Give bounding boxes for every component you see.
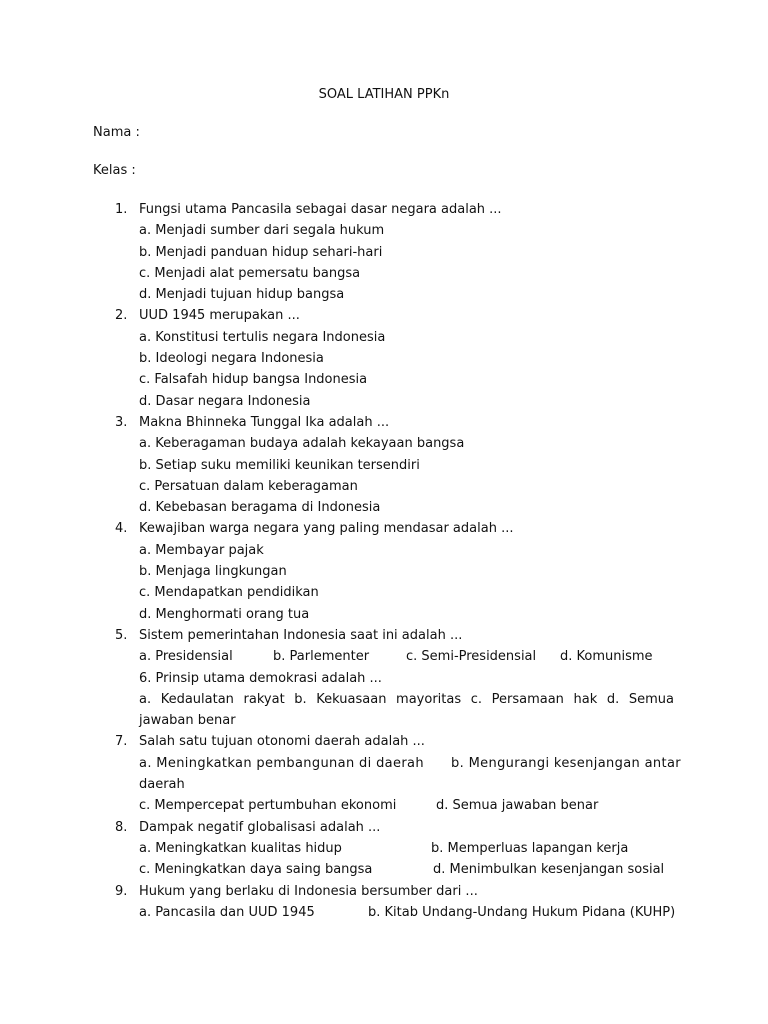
question-7 (0, 731, 768, 752)
question-9 (0, 881, 768, 902)
option-b: b. Ideologi negara Indonesia (139, 351, 324, 367)
option-c: c. Mendapatkan pendidikan (139, 585, 319, 601)
options-row (0, 838, 768, 859)
option-b-continued: daerah (139, 777, 185, 793)
option-b: b. Setiap suku memiliki keunikan tersendiri (139, 457, 420, 473)
question-number: 2. (115, 308, 128, 324)
options-line: a. Kedaulatan rakyat b. Kekuasaan mayoritas c. Persamaan hak d. Semua (139, 691, 674, 707)
option-c: c. Persatuan dalam keberagaman (139, 478, 358, 494)
question-text: Hukum yang berlaku di Indonesia bersumber dari ... (139, 883, 478, 899)
option-d: d. Dasar negara Indonesia (139, 393, 311, 409)
option-c: c. Meningkatkan daya saing bangsa (139, 862, 373, 878)
option-b: b. Parlementer (273, 649, 370, 665)
option-b: b. Mengurangi kesenjangan antar (451, 755, 681, 771)
option-a: a. Meningkatkan pembangunan di daerah (139, 755, 424, 771)
option-b: b. Menjaga lingkungan (139, 564, 287, 580)
question-text: 6. Prinsip utama demokrasi adalah ... (139, 670, 382, 686)
question-4 (0, 518, 768, 539)
page-title: SOAL LATIHAN PPKn (318, 87, 450, 102)
option-a: a. Membayar pajak (139, 542, 264, 558)
question-text: Makna Bhinneka Tunggal Ika adalah ... (139, 414, 390, 430)
option-d: d. Komunisme (560, 649, 653, 665)
kelas-field: Kelas : (93, 163, 136, 178)
question-list (0, 199, 768, 923)
question-8 (0, 817, 768, 838)
question-text: Dampak negatif globalisasi adalah ... (139, 819, 381, 835)
question-text: Salah satu tujuan otonomi daerah adalah ... (139, 734, 425, 750)
option-d: d. Menjadi tujuan hidup bangsa (139, 287, 345, 303)
option-b: b. Menjadi panduan hidup sehari-hari (139, 244, 383, 260)
question-text: Kewajiban warga negara yang paling mendasar adalah ... (139, 521, 514, 537)
options-row (0, 753, 768, 774)
option-d: d. Menimbulkan kesenjangan sosial (433, 862, 665, 878)
option-d: d. Menghormati orang tua (139, 606, 310, 622)
option-d: d. Semua jawaban benar (436, 798, 599, 814)
option-a: a. Meningkatkan kualitas hidup (139, 840, 342, 856)
option-c: c. Mempercepat pertumbuhan ekonomi (139, 798, 397, 814)
option-b: b. Kitab Undang-Undang Hukum Pidana (KUHP) (368, 904, 676, 920)
option-b: b. Memperluas lapangan kerja (431, 840, 629, 856)
question-text: UUD 1945 merupakan ... (139, 308, 300, 324)
question-5 (0, 625, 768, 646)
nama-field: Nama : (93, 125, 140, 140)
question-text: Sistem pemerintahan Indonesia saat ini adalah ... (139, 627, 463, 643)
option-c: c. Falsafah hidup bangsa Indonesia (139, 372, 368, 388)
options-line-continued: jawaban benar (139, 713, 236, 729)
question-text: Fungsi utama Pancasila sebagai dasar negara adalah ... (139, 202, 502, 217)
question-number: 4. (115, 521, 128, 537)
option-d: d. Kebebasan beragama di Indonesia (139, 500, 381, 516)
option-a: a. Konstitusi tertulis negara Indonesia (139, 329, 386, 345)
option-a: a. Pancasila dan UUD 1945 (139, 904, 315, 920)
question-number: 5. (115, 627, 128, 643)
options-row (0, 795, 768, 816)
option-a: a. Menjadi sumber dari segala hukum (139, 223, 385, 239)
option-a: a. Presidensial (139, 649, 233, 665)
question-number: 3. (115, 414, 128, 430)
question-number: 7. (115, 734, 128, 750)
options-row (0, 859, 768, 880)
question-number: 8. (115, 819, 128, 835)
question-3 (0, 412, 768, 433)
question-number: 9. (115, 883, 128, 899)
option-a: a. Keberagaman budaya adalah kekayaan bangsa (139, 436, 465, 452)
option-c: c. Semi-Presidensial (406, 649, 537, 665)
options-row (0, 902, 768, 923)
question-number: 1. (115, 202, 128, 217)
question-6 (0, 668, 768, 689)
question-2 (0, 305, 768, 326)
question-1 (0, 199, 768, 220)
option-c: c. Menjadi alat pemersatu bangsa (139, 265, 361, 281)
options-row (0, 646, 768, 667)
